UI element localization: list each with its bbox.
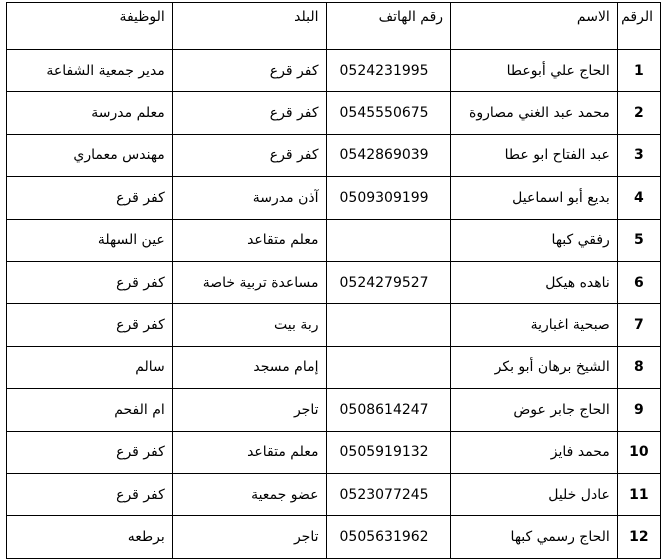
- row-number: 2: [617, 92, 660, 134]
- row-phone: 0524279527: [326, 261, 451, 303]
- row-name: صبحية اغبارية: [451, 304, 618, 346]
- row-name: الحاج جابر عوض: [451, 389, 618, 431]
- row-job: ام الفحم: [7, 389, 173, 431]
- row-town: تاجر: [172, 389, 326, 431]
- row-number: 10: [617, 431, 660, 473]
- row-town: كفر قرع: [172, 50, 326, 92]
- row-phone: 0509309199: [326, 177, 451, 219]
- table-row: [7, 304, 661, 346]
- row-number: 5: [617, 219, 660, 261]
- table-row: [7, 389, 661, 431]
- header-row: [7, 3, 661, 50]
- row-number: 4: [617, 177, 660, 219]
- contacts-table: [6, 2, 661, 559]
- header-number: الرقم: [617, 3, 660, 50]
- table-row: [7, 261, 661, 303]
- row-phone: [326, 304, 451, 346]
- table-body: [7, 50, 661, 559]
- table-row: [7, 219, 661, 261]
- table-row: [7, 431, 661, 473]
- row-job: كفر قرع: [7, 431, 173, 473]
- row-job: كفر قرع: [7, 261, 173, 303]
- row-job: سالم: [7, 346, 173, 388]
- row-number: 9: [617, 389, 660, 431]
- row-number: 1: [617, 50, 660, 92]
- row-phone: 0508614247: [326, 389, 451, 431]
- row-town: كفر قرع: [172, 134, 326, 176]
- row-job: كفر قرع: [7, 473, 173, 515]
- row-name: الشيخ برهان أبو بكر: [451, 346, 618, 388]
- row-name: بديع أبو اسماعيل: [451, 177, 618, 219]
- table-row: [7, 50, 661, 92]
- row-phone: 0542869039: [326, 134, 451, 176]
- header-phone: رقم الهاتف: [326, 3, 451, 50]
- row-name: ناهده هيكل: [451, 261, 618, 303]
- row-job: مهندس معماري: [7, 134, 173, 176]
- table-row: [7, 473, 661, 515]
- row-number: 11: [617, 473, 660, 515]
- header-town: البلد: [172, 3, 326, 50]
- contacts-document: [6, 2, 661, 559]
- table-row: [7, 346, 661, 388]
- row-town: ربة بيت: [172, 304, 326, 346]
- row-phone: [326, 219, 451, 261]
- row-name: محمد عبد الغني مصاروة: [451, 92, 618, 134]
- row-number: 3: [617, 134, 660, 176]
- row-job: مدير جمعية الشفاعة: [7, 50, 173, 92]
- row-phone: 0545550675: [326, 92, 451, 134]
- table-row: [7, 516, 661, 558]
- row-number: 6: [617, 261, 660, 303]
- header-name: الاسم: [451, 3, 618, 50]
- row-number: 7: [617, 304, 660, 346]
- row-name: رفقي كبها: [451, 219, 618, 261]
- row-town: معلم متقاعد: [172, 219, 326, 261]
- row-phone: 0505631962: [326, 516, 451, 558]
- row-phone: 0523077245: [326, 473, 451, 515]
- row-name: عبد الفتاح ابو عطا: [451, 134, 618, 176]
- row-number: 12: [617, 516, 660, 558]
- header-job: الوظيفة: [7, 3, 173, 50]
- row-town: تاجر: [172, 516, 326, 558]
- row-town: آذن مدرسة: [172, 177, 326, 219]
- row-phone: 0524231995: [326, 50, 451, 92]
- row-name: عادل خليل: [451, 473, 618, 515]
- row-job: معلم مدرسة: [7, 92, 173, 134]
- row-town: كفر قرع: [172, 92, 326, 134]
- row-phone: 0505919132: [326, 431, 451, 473]
- row-town: عضو جمعية: [172, 473, 326, 515]
- row-name: الحاج رسمي كبها: [451, 516, 618, 558]
- row-number: 8: [617, 346, 660, 388]
- table-row: [7, 177, 661, 219]
- row-job: عين السهلة: [7, 219, 173, 261]
- table-row: [7, 92, 661, 134]
- row-phone: [326, 346, 451, 388]
- row-job: كفر قرع: [7, 304, 173, 346]
- row-job: كفر قرع: [7, 177, 173, 219]
- row-name: محمد فايز: [451, 431, 618, 473]
- row-name: الحاج علي أبوعطا: [451, 50, 618, 92]
- row-town: مساعدة تربية خاصة: [172, 261, 326, 303]
- table-row: [7, 134, 661, 176]
- row-town: إمام مسجد: [172, 346, 326, 388]
- row-town: معلم متقاعد: [172, 431, 326, 473]
- row-job: برطعه: [7, 516, 173, 558]
